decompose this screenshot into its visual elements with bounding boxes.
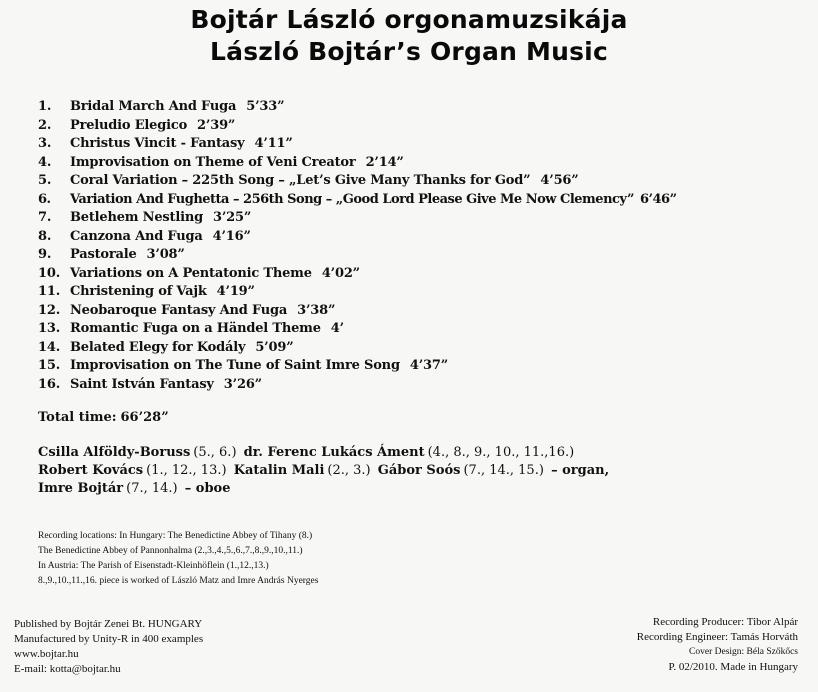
total-time-label: Total time: [38, 410, 117, 425]
track-duration: 4’16” [212, 228, 251, 244]
recording-line: Recording locations: In Hungary: The Benedictine Abbey of Tihany (8.) [38, 531, 313, 541]
track-item [38, 320, 808, 339]
engineer-line: Recording Engineer: Tamás Horváth [636, 631, 798, 643]
track-duration: 2’39” [197, 117, 236, 133]
track-title: Pastorale [70, 247, 137, 262]
performer-name: Csilla Alföldy-Boruss [38, 445, 191, 460]
performer-tracks: (2., 3.) [327, 463, 371, 478]
track-item [38, 191, 808, 210]
track-title: Saint István Fantasy [70, 376, 214, 392]
track-item [38, 154, 808, 173]
manufacturer-line: Manufactured by Unity-R in 400 examples [14, 633, 204, 645]
recording-line: In Austria: The Parish of Eisenstadt-Kleinhöflein (1.,12.,13.) [38, 561, 269, 571]
track-number: 11. [38, 284, 61, 299]
performer-name: Katalin Mali [233, 463, 325, 478]
website-line: www.bojtar.hu [14, 648, 79, 660]
track-number: 9. [38, 247, 52, 262]
track-title: Variation And Fughetta – 256th Song – „Good Lord Please Give Me Now Clemency” [70, 191, 634, 207]
track-item [38, 339, 808, 358]
track-duration: 2’14” [365, 154, 404, 170]
track-number: 12. [38, 302, 61, 318]
track-number: 16. [38, 376, 61, 392]
recording-line: 8.,9.,10.,11.,16. piece is worked of László Matz and Imre András Nyerges [38, 576, 319, 586]
recording-line: The Benedictine Abbey of Pannonhalma (2.,3.,4.,5.,6.,7.,8.,9.,10.,11.) [38, 546, 303, 556]
track-title: Bridal March And Fuga [70, 99, 237, 114]
track-duration: 4’19” [216, 284, 255, 299]
track-duration: 4’11” [254, 136, 293, 151]
track-duration: 3’25” [212, 210, 252, 225]
track-number: 2. [38, 117, 52, 133]
performers-line [38, 480, 808, 498]
track-item [38, 376, 808, 395]
track-number: 10. [38, 265, 61, 281]
track-number: 15. [38, 358, 61, 373]
performer-name: Robert Kovács [38, 463, 144, 478]
title-english: László Bojtár’s Organ Music [210, 37, 608, 66]
track-duration: 4’ [330, 321, 344, 336]
track-title: Romantic Fuga on a Händel Theme [70, 321, 321, 336]
performer-name: dr. Ferenc Lukács Áment [243, 445, 425, 460]
track-number: 4. [38, 154, 52, 170]
track-item [38, 172, 808, 191]
track-item [38, 228, 808, 247]
track-title: Christening of Vajk [70, 284, 207, 299]
track-item [38, 98, 808, 117]
track-duration: 6’46” [639, 191, 677, 207]
track-title: Canzona And Fuga [70, 228, 203, 244]
title-hungarian: Bojtár László orgonamuzsikája [190, 5, 628, 34]
track-title: Variations on A Pentatonic Theme [70, 265, 312, 281]
performer-tracks: (7., 14.) [126, 481, 178, 496]
track-number: 14. [38, 339, 61, 355]
title-block [0, 4, 818, 68]
recording-locations [38, 529, 318, 589]
publisher-line: Published by Bojtár Zenei Bt. HUNGARY [14, 618, 203, 630]
performer-name: Imre Bojtár [38, 481, 124, 496]
performer-name: Gábor Soós [377, 463, 461, 478]
track-title: Betlehem Nestling [70, 210, 203, 225]
track-title: Coral Variation – 225th Song – „Let’s Give Many Thanks for God” [70, 173, 531, 188]
performer-tracks: (7., 14., 15.) [463, 463, 544, 478]
track-duration: 4’02” [321, 265, 360, 281]
email-line: E-mail: kotta@bojtar.hu [14, 663, 121, 675]
publisher-credits [14, 617, 203, 677]
performer-tracks: (5., 6.) [193, 445, 237, 460]
copyright-line: P. 02/2010. Made in Hungary [668, 661, 798, 673]
producer-line: Recording Producer: Tibor Alpár [652, 616, 798, 628]
track-number: 13. [38, 321, 61, 336]
track-duration: 3’08” [146, 247, 185, 262]
cover-design-line: Cover Design: Béla Szőkőcs [689, 647, 798, 657]
track-duration: 5’09” [255, 339, 294, 355]
track-duration: 3’38” [297, 302, 336, 318]
track-item [38, 302, 808, 321]
performer-tracks: (1., 12., 13.) [146, 463, 227, 478]
track-duration: 4’37” [409, 358, 448, 373]
track-number: 3. [38, 136, 52, 151]
track-item [38, 357, 808, 376]
track-list [38, 98, 808, 394]
performer-instrument: – organ, [551, 463, 610, 478]
total-time-value: 66’28” [120, 410, 169, 425]
track-title: Improvisation on The Tune of Saint Imre Song [70, 358, 400, 373]
track-item [38, 117, 808, 136]
track-item [38, 209, 808, 228]
track-number: 7. [38, 210, 52, 225]
production-credits [637, 615, 798, 675]
track-title: Belated Elegy for Kodály [70, 339, 246, 355]
track-number: 1. [38, 99, 52, 114]
track-title: Improvisation on Theme of Veni Creator [70, 154, 356, 170]
track-number: 8. [38, 228, 52, 244]
track-title: Christus Vincit - Fantasy [70, 136, 245, 151]
performer-instrument: – oboe [184, 481, 231, 496]
track-item [38, 246, 808, 265]
track-duration: 3’26” [223, 376, 262, 392]
performers-line [38, 444, 808, 462]
track-number: 6. [38, 191, 51, 207]
track-title: Neobaroque Fantasy And Fuga [70, 302, 288, 318]
track-item [38, 283, 808, 302]
performer-tracks: (4., 8., 9., 10., 11.,16.) [427, 445, 575, 460]
track-item [38, 135, 808, 154]
track-item [38, 265, 808, 284]
track-duration: 5’33” [246, 99, 285, 114]
track-title: Preludio Elegico [70, 117, 188, 133]
performers-line [38, 462, 808, 480]
track-duration: 4’56” [540, 173, 579, 188]
track-number: 5. [38, 173, 52, 188]
total-time [38, 410, 169, 425]
performers-block [38, 444, 808, 498]
